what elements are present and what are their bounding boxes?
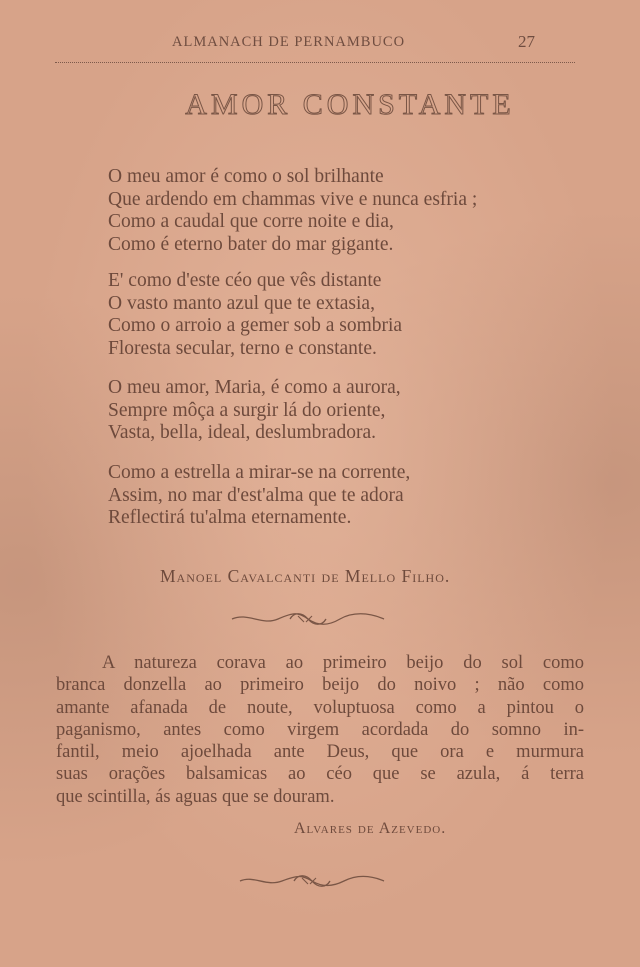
verse-line: Assim, no mar d'est'alma que te adora: [108, 484, 404, 506]
prose-line: paganismo, antes como virgem acordada do somno in-: [56, 719, 584, 740]
verse-line: Que ardendo em chammas vive e nunca esfria ;: [108, 188, 478, 210]
stanza-4: [108, 462, 588, 530]
prose-line: A natureza corava ao primeiro beijo do sol como: [102, 653, 584, 673]
verse-line: E' como d'este céo que vês distante: [108, 270, 382, 291]
prose-line: suas orações balsamicas ao céo que se azula, á terra: [56, 764, 584, 785]
verse-line: Como é eterno bater do mar gigante.: [108, 233, 394, 255]
verse-line: Reflectirá tu'alma eternamente.: [108, 507, 352, 528]
verse-line: Floresta secular, terno e constante.: [108, 337, 377, 359]
page-header: [0, 32, 640, 54]
prose-line: que scintilla, ás aguas que se douram.: [56, 786, 335, 807]
running-title: ALMANACH DE PERNAMBUCO: [172, 34, 406, 50]
verse-line: O meu amor é como o sol brilhante: [108, 166, 384, 187]
stanza-3: [108, 377, 588, 445]
verse-line: Como o arroio a gemer sob a sombria: [108, 315, 403, 336]
poem-title: [0, 88, 640, 122]
verse-line: Como a estrella a mirar-se na corrente,: [108, 462, 411, 483]
stanza-2: [108, 270, 588, 360]
verse-line: Como a caudal que corre noite e dia,: [108, 211, 394, 232]
poem-author: Manoel Cavalcanti de Mello Filho.: [160, 566, 451, 586]
page-number: 27: [518, 32, 535, 51]
prose-line: amante afanada de noute, voluptuosa como a pintou o: [56, 697, 584, 718]
prose-paragraph: [56, 652, 584, 808]
verse-line: Vasta, bella, ideal, deslumbradora.: [108, 422, 377, 443]
verse-line: Sempre môça a surgir lá do oriente,: [108, 399, 386, 421]
flourish-ornament-2: [236, 870, 388, 892]
flourish-ornament-1: [228, 608, 388, 630]
prose-line: branca donzella ao primeiro beijo do noivo ; não como: [56, 675, 584, 696]
poem-title-text: AMOR CONSTANTE: [185, 88, 515, 121]
verse-line: O vasto manto azul que te extasia,: [108, 292, 375, 314]
stanza-1: [108, 166, 588, 256]
header-rule: [55, 62, 575, 63]
verse-line: O meu amor, Maria, é como a aurora,: [108, 377, 401, 398]
prose-author: Alvares de Azevedo.: [294, 820, 447, 837]
prose-line: fantil, meio ajoelhada ante Deus, que ora e murmura: [56, 742, 584, 763]
